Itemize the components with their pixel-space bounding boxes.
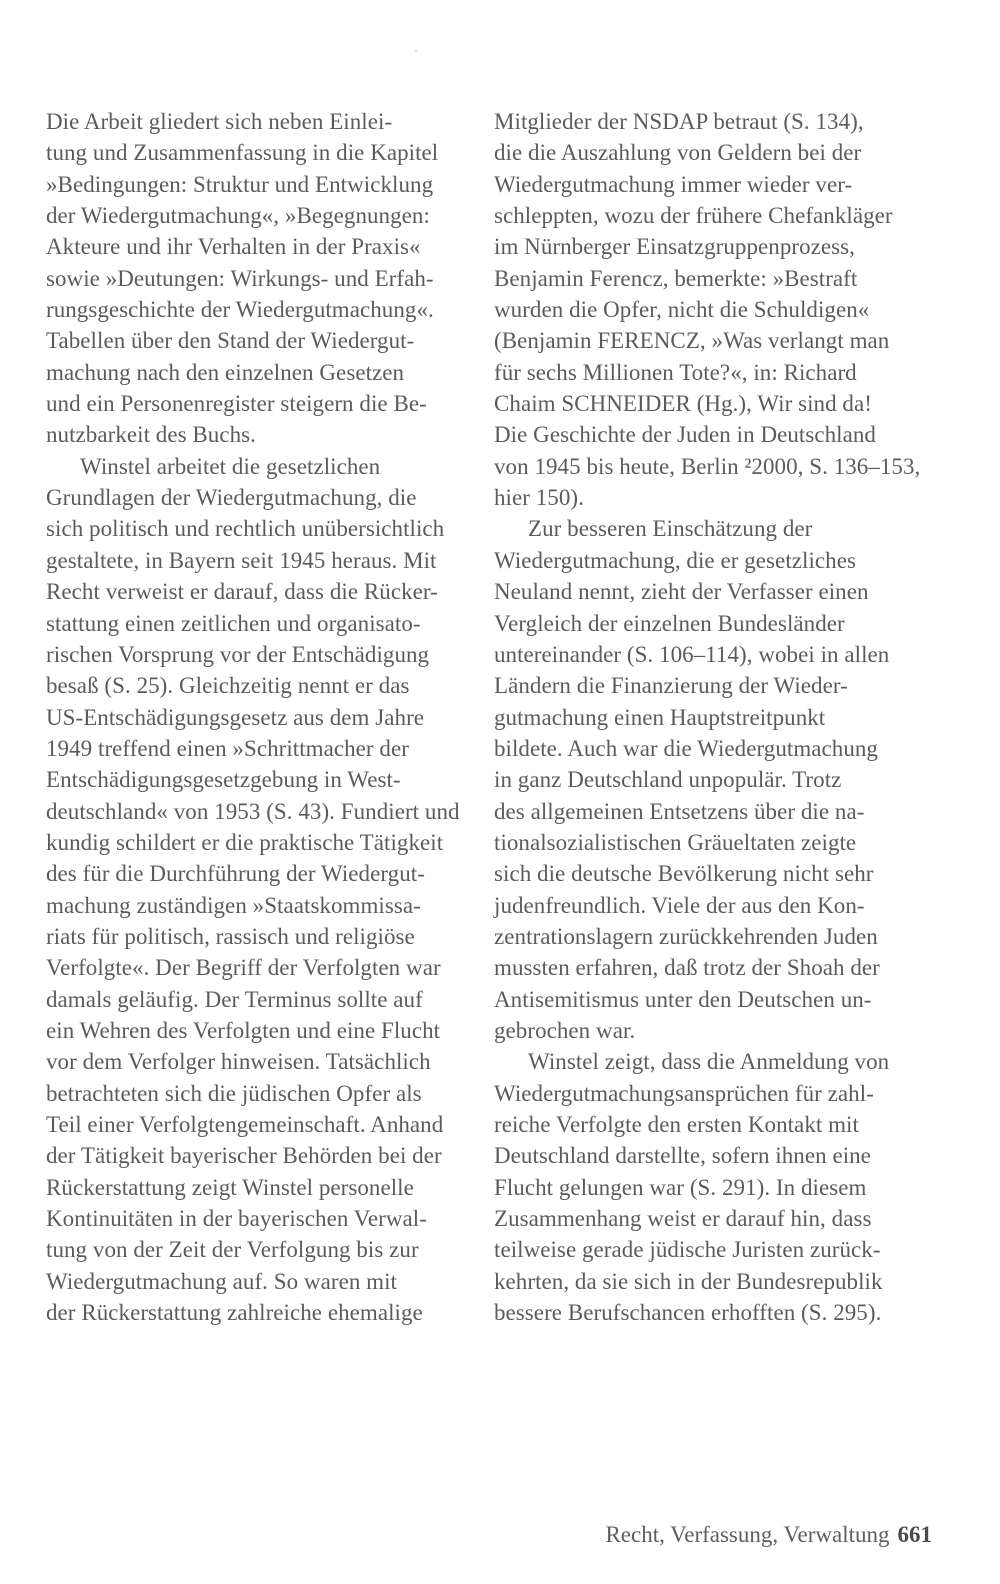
paragraph: Winstel zeigt, dass die Anmeldung von Wiedergutmachungsansprüchen für zahl- reiche Verfolgte den ersten Kontakt mit Deutschland darstellte, sofern ihnen eine Flucht gelungen war (S. 291). In diesem Zusammenhang weist er darauf hin, dass teilweise gerade jüdische Juristen zurück- kehrten, da sie sich in der Bundesrepublik bessere Berufschancen erhofften (S. 295).	[494, 1049, 890, 1326]
left-column	[46, 106, 464, 1328]
scan-speck	[415, 50, 417, 52]
section-title: Recht, Verfassung, Verwaltung	[605, 1522, 890, 1547]
running-footer	[605, 1522, 932, 1548]
paragraph: Winstel arbeitet die gesetzlichen Grundlagen der Wiedergutmachung, die sich politisch und rechtlich unübersichtlich gestaltete, in Bayern seit 1945 heraus. Mit Recht verweist er darauf, dass die Rücker- stattung einen zeitlichen und organisato- rischen Vorsprung vor der Entschädigung besaß (S. 25). Gleichzeitig nennt er das US-Entschädigungsgesetz aus dem Jahre 1949 treffend einen »Schrittmacher der Entschädigungsgesetzgebung in West- deutschland« von 1953 (S. 43). Fundiert und kundig schildert er die praktische Tätigkeit des für die Durchführung der Wiedergut- machung zuständigen »Staatskommissa- riats für politisch, rassisch und religiöse Verfolgte«. Der Begriff der Verfolgten war damals geläufig. Der Terminus sollte auf ein Wehren des Verfolgten und eine Flucht vor dem Verfolger hinweisen. Tatsächlich betrachteten sich die jüdischen Opfer als Teil einer Verfolgtengemeinschaft. Anhand der Tätigkeit bayerischer Behörden bei der Rückerstattung zeigt Winstel personelle Kontinuitäten in der bayerischen Verwal- tung von der Zeit der Verfolgung bis zur Wiedergutmachung auf. So waren mit der Rückerstattung zahlreiche ehemalige	[46, 453, 460, 1326]
paragraph: Zur besseren Einschätzung der Wiedergutmachung, die er gesetzliches Neuland nennt, zieht der Verfasser einen Vergleich der einzelnen Bundesländer untereinander (S. 106–114), wobei in allen Ländern die Finanzierung der Wieder- gutmachung einen Hauptstreitpunkt bildete. Auch war die Wiedergutmachung in ganz Deutschland unpopulär. Trotz des allgemeinen Entsetzens über die na- tionalsozialistischen Gräueltaten zeigte sich die deutsche Bevölkerung nicht sehr judenfreundlich. Viele der aus den Kon- zentrationslagern zurückkehrenden Juden mussten erfahren, daß trotz der Shoah der Antisemitismus unter den Deutschen un- gebrochen war.	[494, 516, 890, 1043]
right-column	[494, 106, 934, 1328]
paragraph: Mitglieder der NSDAP betraut (S. 134), die die Auszahlung von Geldern bei der Wiedergutmachung immer wieder ver- schleppten, wozu der frühere Chefankläger im Nürnberger Einsatzgruppenprozess, Benjamin Ferencz, bemerkte: »Bestraft wurden die Opfer, nicht die Schuldigen« (Benjamin FERENCZ, »Was verlangt man für sechs Millionen Tote?«, in: Richard Chaim SCHNEIDER (Hg.), Wir sind da! Die Geschichte der Juden in Deutschland von 1945 bis heute, Berlin ²2000, S. 136–153, hier 150).	[494, 109, 921, 511]
paragraph: Die Arbeit gliedert sich neben Einlei- tung und Zusammenfassung in die Kapitel »Bedingungen: Struktur und Entwicklung der Wiedergutmachung«, »Begegnungen: Akteure und ihr Verhalten in der Praxis« sowie »Deutungen: Wirkungs- und Erfah- rungsgeschichte der Wiedergutmachung«. Tabellen über den Stand der Wiedergut- machung nach den einzelnen Gesetzen und ein Personenregister steigern die Be- nutzbarkeit des Buchs.	[46, 109, 439, 448]
page-number: 661	[897, 1522, 932, 1547]
